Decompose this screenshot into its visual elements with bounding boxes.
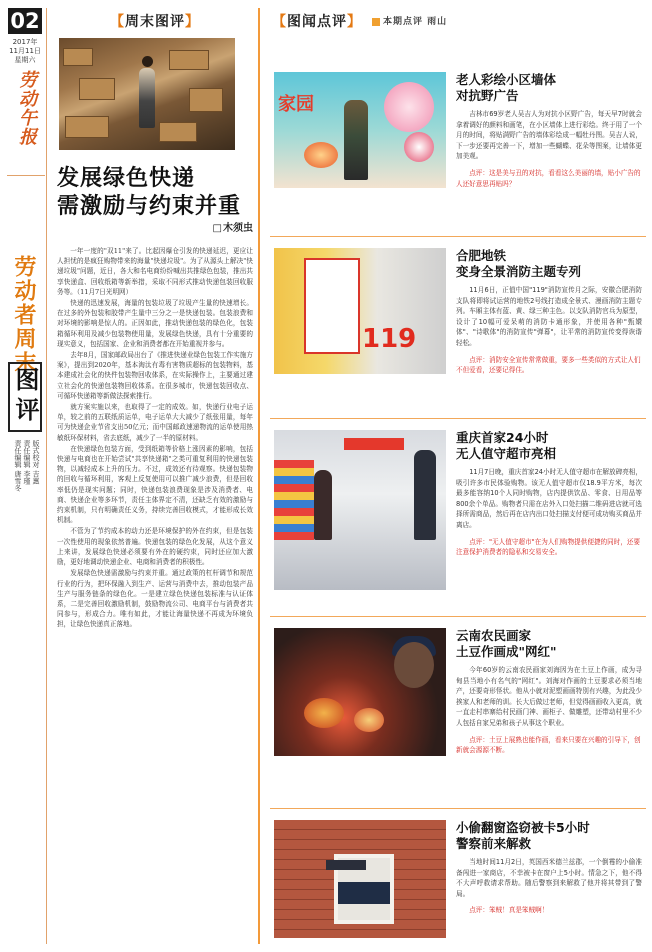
fire-subway-photo: 119 — [274, 248, 446, 374]
mural-photo: 家园 — [274, 72, 446, 188]
section-kicker: 劳动者周末 — [11, 255, 37, 375]
item-divider — [270, 808, 646, 809]
column-header: 【 图闻点评 】 本期点评 雨山 — [266, 8, 646, 36]
potato-art-photo — [274, 628, 446, 756]
gutter-divider — [7, 175, 45, 176]
section-name: 图评 — [8, 362, 42, 432]
article-paragraph: 发展绿色快递需激励与约束并重。通过政策的杠杆调节和规范行业的行为，把环保融入到生产、运营与消费中去，推动包装产品生产与服务链条的绿色化。一是建立绿色快递包装标准与认证体系，二是完善回收激励机制，鼓励物流公司、电商平台与消费者共同参与，形成合力。唯有如此，才能让海量快递不再成为环境负担，让绿色快递真正落地。 — [57, 569, 253, 629]
issue-date: 2017年 11月11日 星期六 — [9, 38, 41, 64]
item-divider — [270, 418, 646, 419]
article-byline: □ 木须虫 — [57, 222, 253, 236]
item-divider — [270, 236, 646, 237]
news-title: 合肥地铁 变身全景消防主题专列 — [456, 248, 582, 279]
news-comment: 点评："无人值守超市"在为人们购物提供便捷的同时，还要注意保护消费者的隐私和交易安全。 — [456, 537, 641, 557]
orange-divider — [258, 8, 260, 944]
article-paragraph: 去年8月，国家邮政局出台了《推进快递业绿色包装工作实施方案》，提出到2020年，基本淘汰有毒有害物质超标的包装物料，基本建成社会化的快件包装物回收体系，在实际操作上，主要通过建立社会化的快递包装物回收体系。在很多城市，快递包装回收点、可循环快递箱等新做法探索推行。 — [57, 351, 253, 400]
bracket-right-icon: 】 — [347, 14, 362, 30]
store-shelf — [274, 460, 314, 540]
news-title: 小偷翻窗盗窃被卡5小时 警察前来解救 — [456, 820, 590, 851]
unmanned-store-photo — [274, 430, 446, 590]
bracket-left-icon: 【 — [272, 14, 287, 30]
stuck-thief-photo — [274, 820, 446, 938]
column-header: 【 周末图评 】 — [57, 8, 253, 36]
page-number: 02 — [8, 8, 42, 34]
photo-news-column — [266, 8, 646, 915]
article-paragraph: 就方案实施以来，也取得了一定的成效。如，快递行业电子运单，较之前的五联纸质运单，电子运单大大减少了纸张用量，每年可为快递企业节省支出50亿元；而中国邮政速递物流的运单使用热敏纸环保材料，省去底纸，减少了一半的原材料。 — [57, 403, 253, 442]
news-text — [456, 628, 642, 756]
parcel-pile-photo — [59, 38, 235, 150]
article-paragraph: 一年一度的"双11"来了。比起因爆仓引发的快递延迟，更应让人担忧的是疯狂购物带来的海量"快递垃圾"。为了从源头上解决"快递垃圾"问题，近日，各大和名电商纷纷喊出共推绿色包装，推出共享快递盒、回收纸箱等新举措，采取不同形式推动快递包装回收服务等。（11月7日光明网） — [57, 247, 253, 296]
bracket-left-icon: 【 — [110, 14, 125, 30]
article-paragraph: 快递的迅速发展，海量的包装垃圾了垃圾产生量的快速增长。在过多的外包装和胶带产生量中三分之一是快递包装。包装浪费和对环境的影响是惊人的。正因如此，推动快递包装的绿色化，包装箱循环利用及减少包装物使用量，发展绿色快递，具有十分重要的现实意义，包括国家、企业和消费者都在开始重视并参与。 — [57, 299, 253, 348]
newspaper-logo: 劳动午报 — [16, 70, 37, 146]
square-bullet-icon — [372, 18, 380, 26]
news-comment: 点评：土豆上展熟也能作画，看来只要在兴趣的引导下，创新就会源源不断。 — [456, 735, 641, 755]
article-body — [57, 246, 253, 630]
news-text — [456, 248, 642, 376]
news-text — [456, 430, 642, 558]
news-body: 11月7日晚，重庆首家24小时无人值守超市在解放碑亮相，吸引许多市民体验购物。该无人值守超市仅18.9平方米，每次最多能容纳10个人同时购物，店内提供饮品、零食、日用品等800余个单品。购物者只需在店外入口处扫描二维码进店就可选择所需商品，然后再在店内出口处扫描支付便可成功购买商品并离店。 — [456, 468, 642, 529]
editor-credits: 版式校对 吉惠 责任编辑 李瑾 责任编辑 唐雪冬 — [14, 440, 40, 492]
news-text — [456, 72, 642, 189]
news-comment: 点评：这是美与丑的对抗，看看这么美丽的墙，贴小广告的人还好意思再贴吗？ — [456, 168, 641, 188]
news-body: 11月6日，正值中国"119"消防宣传月之际，安徽合肥消防支队将即将试运营的地铁2号线打造成全景式、漫画消防主题专列。车厢主体有蓝、黄、绿三种主色。以支队消防官兵为原型，设计了10幅可爱呆萌的消防卡通形象，并使用各种"甄嬛体"、"诗歌体"的消防宣传"弹幕"，让平常的消防宣传变得诙谐轻松。 — [456, 286, 642, 347]
item-divider — [270, 616, 646, 617]
commentator-tag: 本期点评 雨山 — [372, 8, 447, 36]
painter-figure — [344, 100, 368, 180]
news-title: 重庆首家24小时 无人值守超市亮相 — [456, 430, 557, 461]
column-divider — [46, 8, 47, 944]
worker-figure — [139, 68, 155, 128]
article-paragraph: 不管为了节约成本的动力还是环境保护的外在约束，但是包装一次性使用的现象依然普遍。快递包装的绿色化发展，从这个意义上来讲，发展绿色快递必须要有外在的硬约束，同时还应加大激励，更好地调动快递企业、电商和消费者的积极性。 — [57, 527, 253, 567]
news-comment: 点评：笨贼！真是笨贼啊！ — [469, 906, 549, 915]
news-body: 当地时间11月2日，英国西米德兰兹郡，一个倒霉的小偷准备闯进一家商店，不幸被卡在窗户上5小时。情急之下，他不得不大声呼救请求帮助。随后警察到来解救了他并将其带到了警局。 — [456, 858, 642, 898]
news-title: 云南农民画家 土豆作画成"网红" — [456, 628, 557, 659]
article-paragraph: 在快递绿色包装方面，受到纸箱等价格上涨因素的影响，包括快递与电商也在开始尝试"共享快递箱"之类可重复利用的快递包装物，以减轻成本上升的压力。不过，成效还有待观察。快递包装物的回收与循环利用，客观上反复使用可以推广减少浪费，但是回收率低仍是现实问题；同时，快递包装浪费现象是涉及消费者、电商、快递企业等多环节，责任主体界定不清，还缺乏有效的激励与约束机制，只有明确责任义务，持续完善回收模式，才能形成长效机制。 — [57, 444, 253, 525]
shopper-figure — [314, 470, 332, 540]
news-title: 老人彩绘小区墙体 对抗野广告 — [456, 72, 557, 103]
bracket-right-icon: 】 — [185, 14, 200, 30]
thief-figure — [326, 860, 366, 870]
news-text — [456, 820, 642, 916]
weekend-review-column — [57, 8, 253, 631]
painter-figure — [394, 642, 434, 688]
news-body: 吉林市69岁老人吴吉人为对抗小区野广告，每天早7时就会拿着调好的颜料和画笔，在小区墙体上进行彩绘。终于用了一个月的时间，将贴满野广告的墙体彩绘成一幅牡丹图。吴吉人说，下一步还要再完善一下，增加一些蝴蝶、花朵等图案，让墙体更加美观。 — [456, 110, 642, 161]
fire-poster — [304, 258, 360, 354]
shopper-figure — [414, 450, 436, 540]
article-headline: 发展绿色快递 需激励与约束并重 — [57, 165, 242, 219]
news-body: 今年60岁的云南农民画家刘海因为在土豆上作画，成为寻甸县当地小有名气的"网红"。刘海对作画的土豆要求必须当地产，还要奇形怪状。他从小就对泥塑画画特别有兴趣，为此没少挨家人和老师的训。长大后做过老师，但觉得画画收入更高，就一直走村串寨给村民画门神、画柜子、做雕塑，还带动村里不少人包括自家兄弟和孩子从事这个职业。 — [456, 666, 642, 727]
news-comment: 点评：消防安全宣传常常做重，要多一些类似的方式让人们不但爱看，还要记得住。 — [456, 355, 641, 375]
